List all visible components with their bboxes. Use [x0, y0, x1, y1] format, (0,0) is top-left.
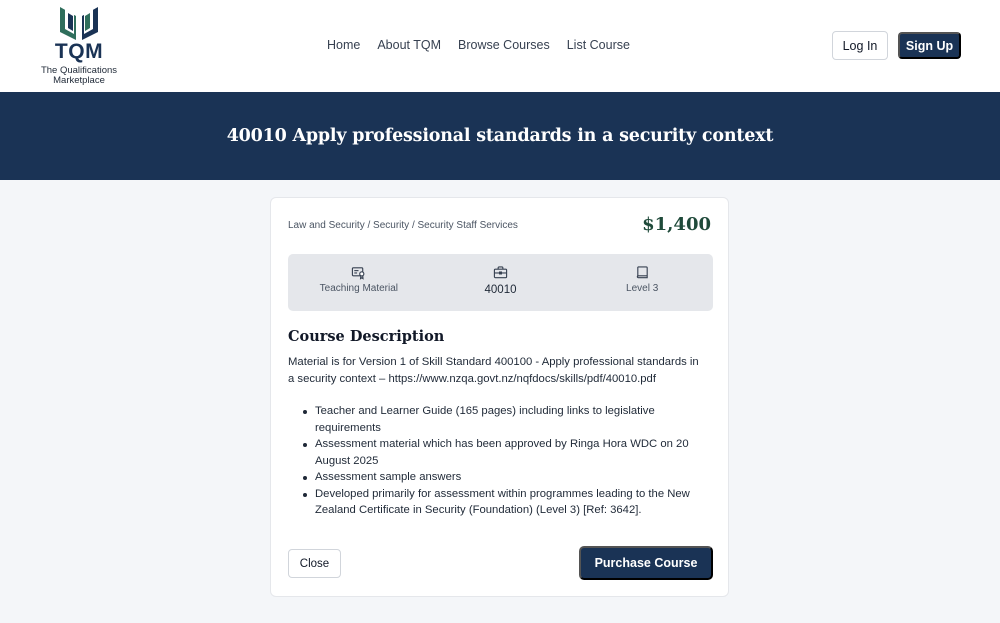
- stat-level: [571, 254, 713, 311]
- list-item: Teacher and Learner Guide (165 pages) including links to legislative requirements: [298, 403, 708, 436]
- nav-home[interactable]: Home: [327, 38, 361, 52]
- page-banner: [0, 92, 1000, 180]
- course-price: $1,400: [642, 214, 711, 235]
- course-stats: [288, 254, 713, 311]
- page-title: 40010 Apply professional standards in a security context: [226, 126, 774, 146]
- list-item: Assessment material which has been approved by Ringa Hora WDC on 20 August 2025: [298, 436, 708, 469]
- signup-button[interactable]: Sign Up: [898, 32, 961, 59]
- nav-about[interactable]: About TQM: [377, 38, 442, 52]
- certificate-icon: [351, 265, 366, 280]
- stat-material-type: [288, 254, 430, 311]
- description-heading: Course Description: [288, 328, 445, 345]
- list-item: Assessment sample answers: [298, 469, 708, 486]
- nav-browse-courses[interactable]: Browse Courses: [458, 38, 550, 52]
- close-button[interactable]: Close: [288, 549, 341, 578]
- nav-list-course[interactable]: List Course: [566, 38, 630, 52]
- book-icon: [635, 265, 650, 280]
- purchase-course-button[interactable]: Purchase Course: [579, 546, 713, 580]
- logo[interactable]: [30, 4, 128, 88]
- description-text: Material is for Version 1 of Skill Standard 400100 - Apply professional standards in a security context – https://www.nzqa.govt.nz/nqfdocs/skills/pdf/40010.pdf: [288, 356, 699, 385]
- stat-code: [430, 254, 572, 311]
- main-nav: [327, 37, 647, 53]
- login-button[interactable]: Log In: [832, 31, 888, 60]
- briefcase-icon: [493, 265, 508, 280]
- book-logo-icon: [57, 4, 101, 42]
- site-header: [0, 0, 1000, 92]
- list-item: Developed primarily for assessment within programmes leading to the New Zealand Certificate in Security (Foundation) (Level 3) [Ref: 3642].: [298, 486, 708, 519]
- stat-value: 40010: [484, 284, 517, 296]
- breadcrumb: Law and Security / Security / Security Staff Services: [288, 220, 518, 231]
- stat-label: Level 3: [626, 283, 659, 294]
- logo-tagline: The Qualifications Marketplace: [40, 65, 118, 86]
- logo-text: TQM: [54, 40, 104, 63]
- course-card: [270, 197, 729, 597]
- stat-label: Teaching Material: [319, 283, 399, 294]
- feature-list: [298, 403, 708, 519]
